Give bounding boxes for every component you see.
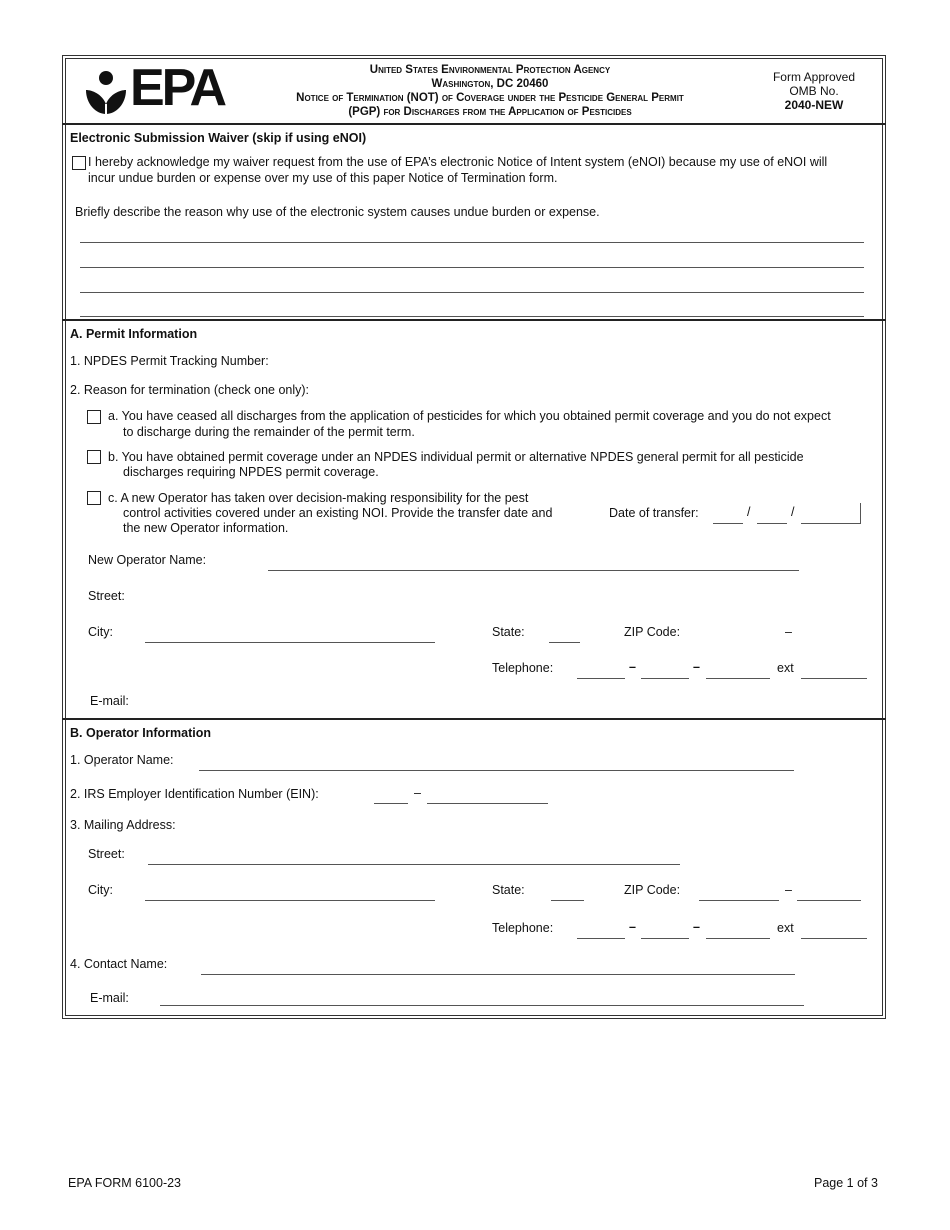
tel-dash: – (693, 660, 700, 674)
waiver-reason-line[interactable] (80, 242, 864, 243)
transfer-month-field[interactable] (713, 523, 743, 524)
date-of-transfer-label: Date of transfer: (609, 506, 699, 520)
operator-tel-dash: – (693, 920, 700, 934)
reason-c-line1: c. A new Operator has taken over decision-making responsibility for the pest (108, 491, 529, 505)
epa-flower-icon (84, 68, 128, 118)
operator-city-label: City: (88, 883, 113, 897)
date-slash: / (791, 505, 795, 519)
new-operator-name-label: New Operator Name: (88, 553, 207, 567)
operator-zip-ext-field[interactable] (797, 900, 861, 901)
tracking-number-label: 1. NPDES Permit Tracking Number: (70, 354, 269, 368)
reason-label: 2. Reason for termination (check one only): (70, 383, 310, 397)
form-frame (62, 55, 886, 1019)
contact-name-field[interactable] (201, 974, 795, 975)
reason-b-line1: b. You have obtained permit coverage under an NPDES individual permit or alternative NPDES general permit for all pesticide (108, 450, 804, 464)
ein-label: 2. IRS Employer Identification Number (EIN): (70, 787, 319, 801)
operator-name-label: 1. Operator Name: (70, 753, 174, 767)
waiver-ack-line2: incur undue burden or expense over my use of this paper Notice of Termination form. (88, 171, 558, 185)
reason-c-checkbox[interactable] (87, 491, 101, 505)
new-operator-state-field[interactable] (549, 642, 580, 643)
operator-name-field[interactable] (199, 770, 794, 771)
tel-dash: – (629, 660, 636, 674)
epa-logo-text: EPA (130, 59, 225, 117)
reason-b-line2: discharges requiring NPDES permit coverage. (123, 465, 379, 479)
agency-name: United States Environmental Protection Agency (369, 64, 611, 76)
operator-state-label: State: (492, 883, 525, 897)
operator-line-field[interactable] (706, 938, 770, 939)
operator-ext-label: ext (777, 921, 794, 935)
form-title-line1: Notice of Termination (NOT) of Coverage under the Pesticide General Permit (296, 92, 684, 104)
section-b-heading: B. Operator Information (70, 726, 211, 740)
operator-area-code-field[interactable] (577, 938, 625, 939)
operator-ext-field[interactable] (801, 938, 867, 939)
reason-a-checkbox[interactable] (87, 410, 101, 424)
new-operator-state-label: State: (492, 625, 525, 639)
operator-zip-label: ZIP Code: (624, 883, 681, 897)
contact-email-field[interactable] (160, 1005, 804, 1006)
new-operator-zip-label: ZIP Code: (624, 625, 681, 639)
form-title-line2: (PGP) for Discharges from the Application of Pesticides (348, 106, 632, 118)
form-number: EPA FORM 6100-23 (68, 1176, 182, 1190)
new-operator-area-code-field[interactable] (577, 678, 625, 679)
omb-number: 2040-NEW (784, 98, 844, 112)
waiver-ack-line1: I hereby acknowledge my waiver request from the use of EPA’s electronic Notice of Intent system (eNOI) because my use of eNOI will (88, 155, 828, 169)
new-operator-ext-label: ext (777, 661, 794, 675)
reason-a-line2: to discharge during the remainder of the permit term. (123, 425, 415, 439)
divider-section-a (62, 718, 886, 720)
new-operator-ext-field[interactable] (801, 678, 867, 679)
operator-tel-dash: – (629, 920, 636, 934)
reason-b-checkbox[interactable] (87, 450, 101, 464)
transfer-day-field[interactable] (757, 523, 787, 524)
ein-number-field[interactable] (427, 803, 548, 804)
operator-zip-field[interactable] (699, 900, 779, 901)
waiver-reason-line[interactable] (80, 292, 864, 293)
new-operator-line-field[interactable] (706, 678, 770, 679)
divider-waiver (62, 319, 886, 321)
operator-prefix-field[interactable] (641, 938, 689, 939)
waiver-reason-line[interactable] (80, 267, 864, 268)
date-field-end (860, 503, 861, 523)
operator-street-label: Street: (88, 847, 125, 861)
operator-street-field[interactable] (148, 864, 680, 865)
section-a-heading: A. Permit Information (70, 327, 198, 341)
operator-state-field[interactable] (551, 900, 584, 901)
transfer-year-field[interactable] (801, 523, 861, 524)
contact-email-label: E-mail: (90, 991, 129, 1005)
waiver-describe: Briefly describe the reason why use of the electronic system causes undue burden or expense. (75, 205, 600, 219)
zip-dash: – (785, 625, 792, 639)
new-operator-name-field[interactable] (268, 570, 799, 571)
omb-no-label: OMB No. (789, 84, 839, 98)
waiver-heading: Electronic Submission Waiver (skip if using eNOI) (70, 131, 367, 145)
new-operator-city-label: City: (88, 625, 113, 639)
operator-city-field[interactable] (145, 900, 435, 901)
form-approved-label: Form Approved (772, 70, 856, 84)
new-operator-telephone-label: Telephone: (492, 661, 554, 675)
epa-logo (84, 59, 229, 120)
operator-telephone-label: Telephone: (492, 921, 554, 935)
waiver-checkbox[interactable] (72, 156, 86, 170)
reason-c-line2: control activities covered under an existing NOI. Provide the transfer date and (123, 506, 553, 520)
new-operator-city-field[interactable] (145, 642, 435, 643)
new-operator-street-label: Street: (88, 589, 125, 603)
divider-header (62, 123, 886, 125)
new-operator-email-label: E-mail: (90, 694, 129, 708)
ein-prefix-field[interactable] (374, 803, 408, 804)
mailing-address-label: 3. Mailing Address: (70, 818, 176, 832)
new-operator-prefix-field[interactable] (641, 678, 689, 679)
reason-c-line3: the new Operator information. (123, 521, 289, 535)
agency-city: Washington, DC 20460 (431, 78, 549, 90)
contact-name-label: 4. Contact Name: (70, 957, 168, 971)
ein-dash: – (414, 786, 421, 800)
reason-a-line1: a. You have ceased all discharges from the application of pesticides for which you obtained permit coverage and you do not expect (108, 409, 831, 423)
operator-zip-dash: – (785, 883, 792, 897)
page-number: Page 1 of 3 (814, 1176, 878, 1190)
date-slash: / (747, 505, 751, 519)
waiver-reason-line[interactable] (80, 316, 864, 317)
